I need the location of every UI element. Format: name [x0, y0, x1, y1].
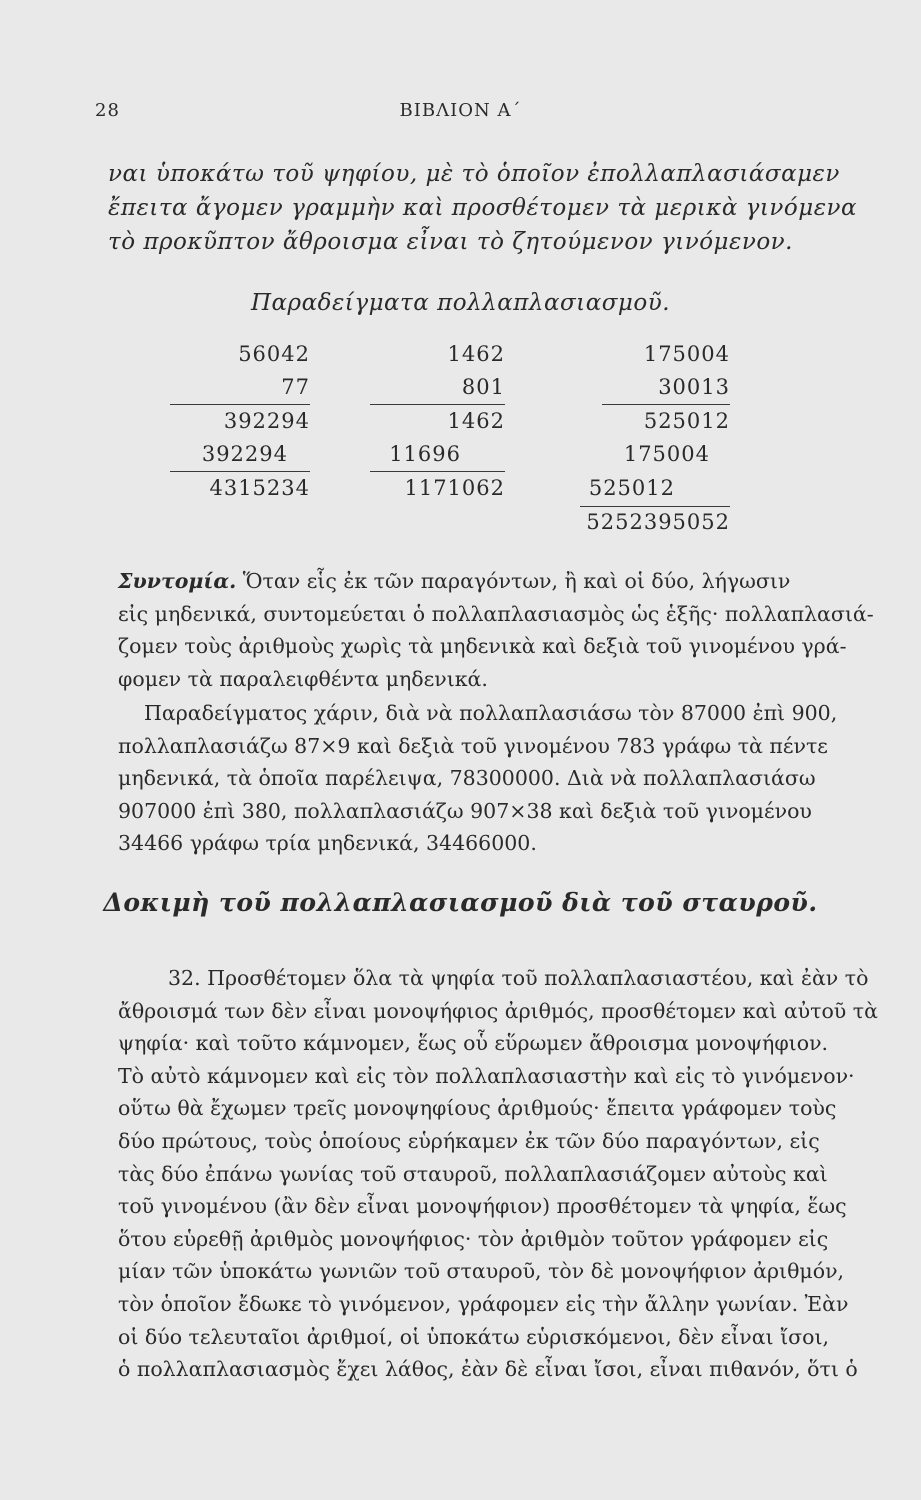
text-line: τὸ προκῦπτον ἄθροισμα εἶναι τὸ ζητούμενον γινόμενον. [108, 229, 793, 255]
partial-product: 11696 [389, 442, 461, 466]
rule-line [580, 506, 730, 507]
multiplier: 30013 [658, 375, 730, 399]
example-paragraph [118, 697, 891, 860]
text-line: ὅτου εὑρεθῇ ἀριθμὸς μονοψήφιος· τὸν ἀριθμὸν τοῦτον γράφομεν εἰς [118, 1226, 829, 1251]
product: 5252395052 [586, 510, 730, 534]
text-line [118, 565, 891, 598]
rule-line [370, 471, 505, 472]
page-number: 28 [95, 100, 120, 121]
product: 4315234 [209, 476, 310, 500]
text-line: ἄθροισμά των δὲν εἶναι μονοψήφιος ἀριθμός, προσθέτομεν καὶ αὐτοῦ τὰ [118, 998, 878, 1023]
multiplicand: 1462 [447, 342, 505, 366]
shortcut-label: Συντομία. [118, 569, 237, 593]
rule-line [170, 471, 310, 472]
partial-product: 175004 [623, 442, 710, 466]
multiplier: 801 [461, 375, 505, 399]
partial-product: 392294 [201, 442, 288, 466]
text-line: μηδενικά, τὰ ὁποῖα παρέλειψα, 78300000. Διὰ νὰ πολλαπλασιάσω [118, 766, 816, 791]
text-line: Τὸ αὐτὸ κάμνομεν καὶ εἰς τὸν πολλαπλασιαστὴν καὶ εἰς τὸ γινόμενον· [118, 1063, 855, 1088]
text-line: 34466 γράφω τρία μηδενικά, 34466000. [118, 831, 537, 856]
text-line: τὰς δύο ἐπάνω γωνίας τοῦ σταυροῦ, πολλαπλασιάζομεν αὐτοὺς καὶ [118, 1161, 828, 1186]
partial-product: 1462 [447, 409, 505, 433]
partial-product: 392294 [223, 409, 310, 433]
multiplicand: 56042 [238, 342, 310, 366]
partial-product: 525012 [588, 476, 675, 500]
text-line: δύο πρώτους, τοὺς ὁποίους εὑρήκαμεν ἐκ τῶν δύο παραγόντων, εἰς [118, 1128, 820, 1153]
text-line: ζομεν τοὺς ἀριθμοὺς χωρὶς τὰ μηδενικὰ καὶ δεξιὰ τοῦ γινομένου γρά- [118, 634, 847, 659]
text-line: πολλαπλασιάζω 87×9 καὶ δεξιὰ τοῦ γινομένου 783 γράφω τὰ πέντε [118, 733, 828, 758]
section-paragraph [118, 962, 891, 1386]
multiplicand: 175004 [643, 342, 730, 366]
text-line: τὸν ὁποῖον ἔδωκε τὸ γινόμενον, γράφομεν εἰς τὴν ἄλλην γωνίαν. Ἐὰν [118, 1291, 849, 1316]
text-line: φομεν τὰ παραλειφθέντα μηδενικά. [118, 666, 488, 691]
rule-line [370, 404, 505, 405]
text-line: τοῦ γινομένου (ἂν δὲν εἶναι μονοψήφιον) προσθέτομεν τὰ ψηφία, ἕως [118, 1194, 847, 1219]
intro-paragraph [108, 157, 891, 259]
text-line: Παραδείγματος χάριν, διὰ νὰ πολλαπλασιάσω τὸν 87000 ἐπὶ 900, [144, 701, 838, 725]
text-line: ὁ πολλαπλασιασμὸς ἔχει λάθος, ἐὰν δὲ εἶναι ἴσοι, εἶναι πιθανόν, ὅτι ὁ [118, 1357, 858, 1382]
text-line: μίαν τῶν ὑποκάτω γωνιῶν τοῦ σταυροῦ, τὸν δὲ μονοψήφιον ἀριθμόν, [118, 1259, 845, 1284]
product: 1171062 [404, 476, 505, 500]
rule-line [602, 404, 730, 405]
section-title: Δοκιμὴ τοῦ πολλαπλασιασμοῦ διὰ τοῦ σταυροῦ. [103, 888, 818, 917]
text-line: εἰς μηδενικά, συντομεύεται ὁ πολλαπλασιασμὸς ὡς ἑξῆς· πολλαπλασιά- [118, 601, 874, 626]
text-line: ψηφία· καὶ τοῦτο κάμνομεν, ἕως οὗ εὕρωμεν ἄθροισμα μονοψήφιον. [118, 1031, 829, 1056]
page-header [95, 100, 826, 130]
shortcut-first-line: Ὅταν εἷς ἐκ τῶν παραγόντων, ἢ καὶ οἱ δύο, λήγωσιν [236, 569, 791, 593]
text-line: 907000 ἐπὶ 380, πολλαπλασιάζω 907×38 καὶ δεξιὰ τοῦ γινομένου [118, 798, 812, 823]
rule-line [170, 404, 310, 405]
shortcut-paragraph [118, 565, 891, 695]
text-line: οἱ δύο τελευταῖοι ἀριθμοί, οἱ ὑποκάτω εὑρισκόμενοι, δὲν εἶναι ἴσοι, [118, 1324, 830, 1349]
running-title: ΒΙΒΛΙΟΝ Α΄ [399, 100, 522, 121]
text-line: 32. Προσθέτομεν ὅλα τὰ ψηφία τοῦ πολλαπλασιαστέου, καὶ ἐὰν τὸ [168, 966, 869, 990]
text-line: ναι ὑποκάτω τοῦ ψηφίου, μὲ τὸ ὁποῖον ἐπολλαπλασιάσαμεν [108, 161, 840, 187]
multiplier: 77 [281, 375, 310, 399]
examples-heading: Παραδείγματα πολλαπλασιασμοῦ. [250, 290, 671, 316]
partial-product: 525012 [643, 409, 730, 433]
text-line: οὕτω θὰ ἔχωμεν τρεῖς μονοψηφίους ἀριθμούς· ἔπειτα γράφομεν τοὺς [118, 1096, 837, 1121]
text-line: ἔπειτα ἄγομεν γραμμὴν καὶ προσθέτομεν τὰ μερικὰ γινόμενα [108, 195, 858, 221]
